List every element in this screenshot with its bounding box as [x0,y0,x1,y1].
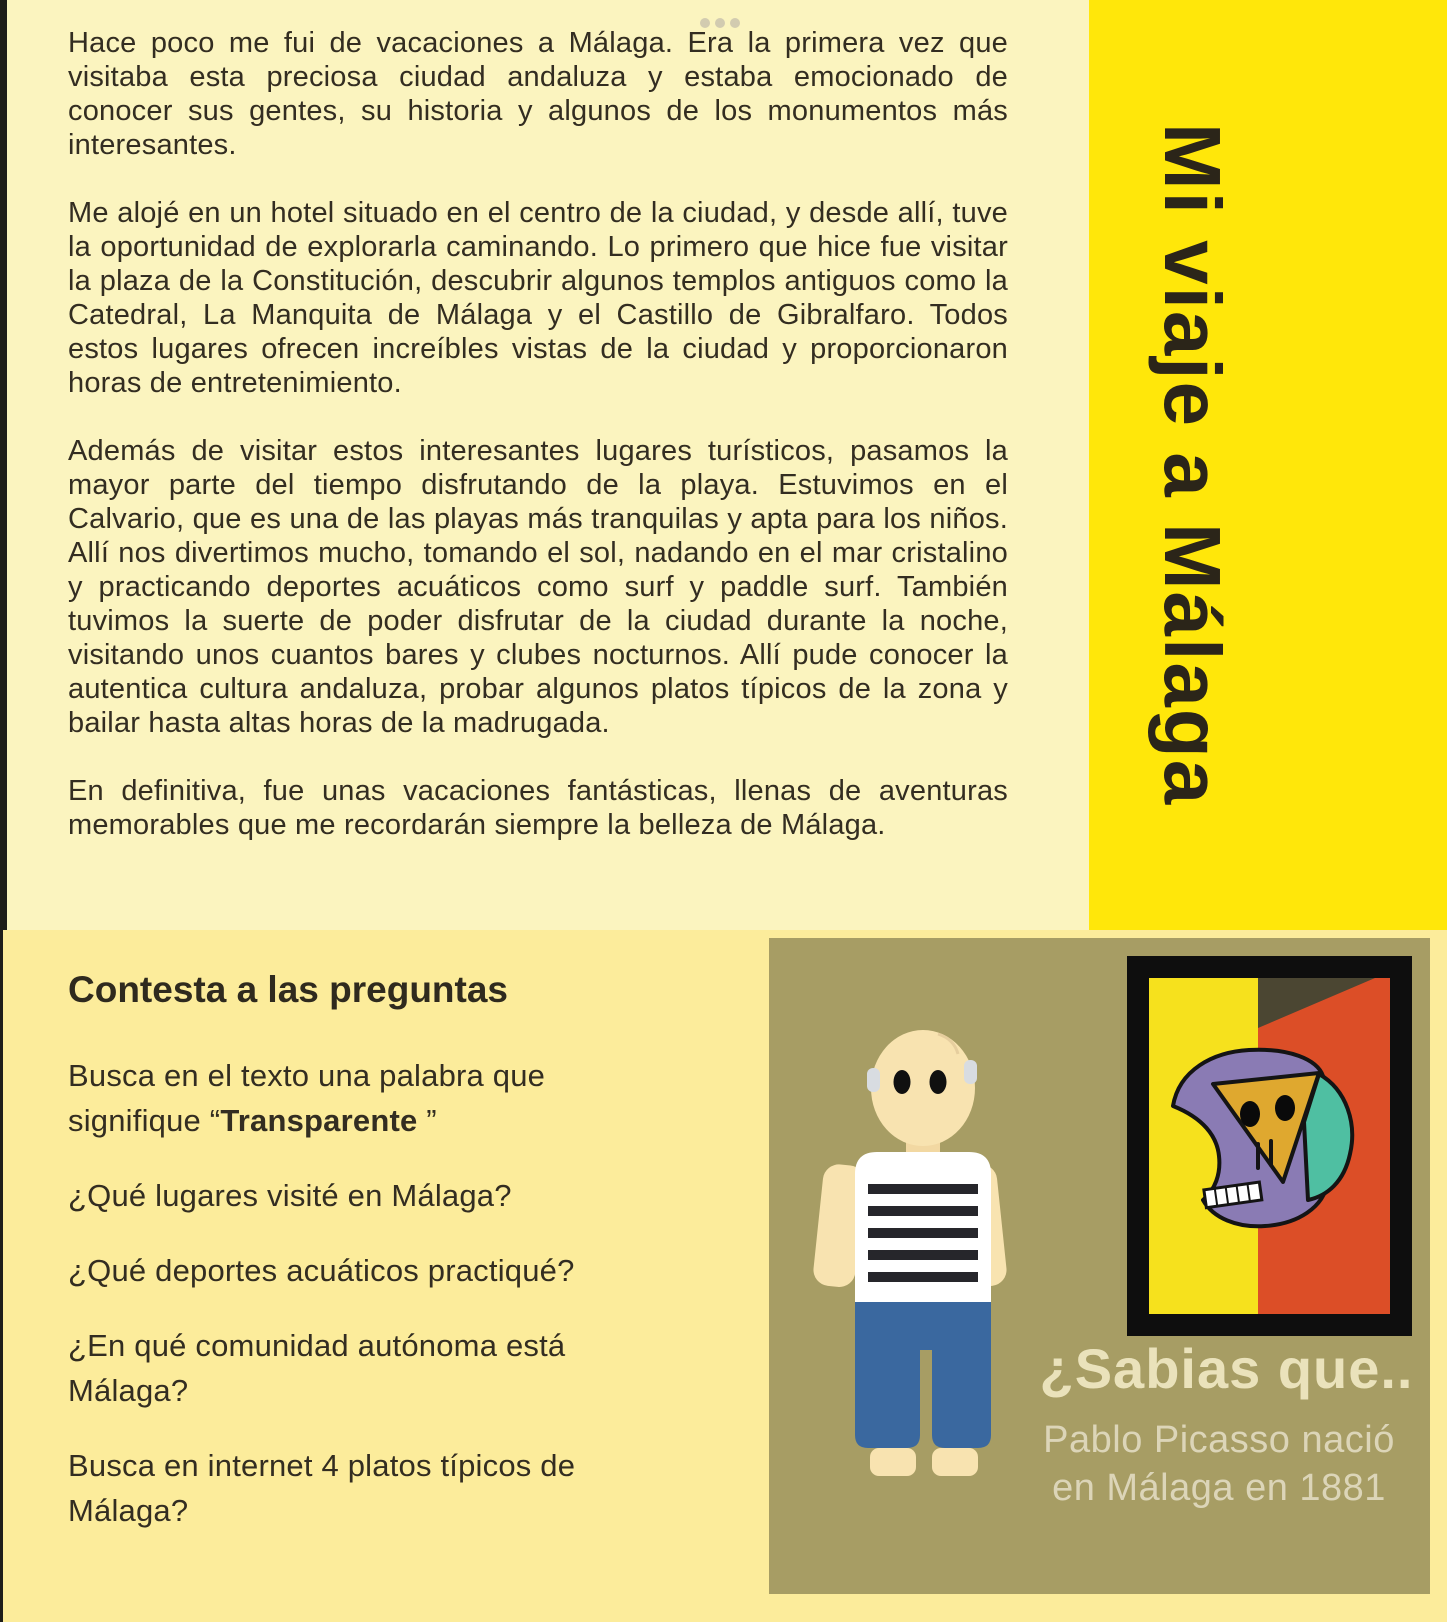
question-item-2 [68,1173,678,1218]
fact-box [769,938,1430,1594]
fact-line-2: en Málaga en 1881 [1052,1467,1386,1509]
question-item-3 [68,1248,678,1293]
question-line: Málaga? [68,1493,189,1528]
question-line: Málaga? [68,1373,189,1408]
question-line: ¿Qué deportes acuáticos practiqué? [68,1253,575,1288]
page-title: Mi viaje a Málaga [1148,123,1237,807]
question-line: ¿En qué comunidad autónoma está [68,1328,566,1363]
figure-feet [870,1448,978,1476]
fact-text [1014,1416,1424,1512]
question-line: signifique “Transparente ” [68,1103,437,1138]
questions-section [68,945,678,1563]
reading-paragraph-1: Hace poco me fui de vacaciones a Málaga. Era la primera vez que visitaba esta preciosa ciudad andaluza y estaba emocionado de conocer sus gentes, su historia y algunos de los monumentos más interesantes. [68,27,1008,161]
fact-line-1: Pablo Picasso nació [1043,1419,1395,1461]
question-line: Busca en el texto una palabra que [68,1058,546,1093]
figure-head [867,1030,977,1146]
question-item-4 [68,1323,678,1413]
reading-paragraph-4: En definitiva, fue unas vacaciones fantásticas, llenas de aventuras memorables que me recordarán siempre la belleza de Málaga. [68,775,1008,841]
question-line: Busca en internet 4 platos típicos de [68,1448,576,1483]
page-left-edge-lower [0,930,3,1622]
figure-striped-shirt [855,1152,991,1302]
reading-paragraph-3: Además de visitar estos interesantes lugares turísticos, pasamos la mayor parte del tiempo disfrutando de la playa. Estuvimos en el Calvario, que es una de las playas más tranquilas y apta para los niños. Allí nos divertimos mucho, tomando el sol, nadando en el mar cristalino y practicando deportes acuáticos como surf y paddle surf. También tuvimos la suerte de poder disfrutar de la ciudad durante la noche, visitando unos cuantos bares y clubes nocturnos. Allí pude conocer la autentica cultura andaluza, probar algunos platos típicos de la zona y bailar hasta altas horas de la madrugada. [68,435,1008,739]
question-item-5 [68,1443,678,1533]
fact-heading: ¿Sabias que.. [1039,1337,1414,1400]
cubist-painting [1127,956,1412,1336]
title-band [1089,0,1447,930]
figure-pants [855,1302,991,1448]
reading-section [68,0,1008,930]
reading-paragraph-2: Me alojé en un hotel situado en el centro de la ciudad, y desde allí, tuve la oportunidad de explorarla caminando. Lo primero que hice fue visitar la plaza de la Constitución, descubrir algunos templos antiguos como la Catedral, La Manquita de Málaga y el Castillo de Gibralfaro. Todos estos lugares ofrecen increíbles vistas de la ciudad y proporcionaron horas de entretenimiento. [68,197,1008,399]
page-left-edge [0,0,7,930]
bold-term: Transparente [220,1103,418,1138]
questions-heading: Contesta a las preguntas [68,969,509,1010]
picasso-figure-illustration [780,980,1040,1480]
question-item-1 [68,1053,678,1143]
question-line: ¿Qué lugares visité en Málaga? [68,1178,512,1213]
